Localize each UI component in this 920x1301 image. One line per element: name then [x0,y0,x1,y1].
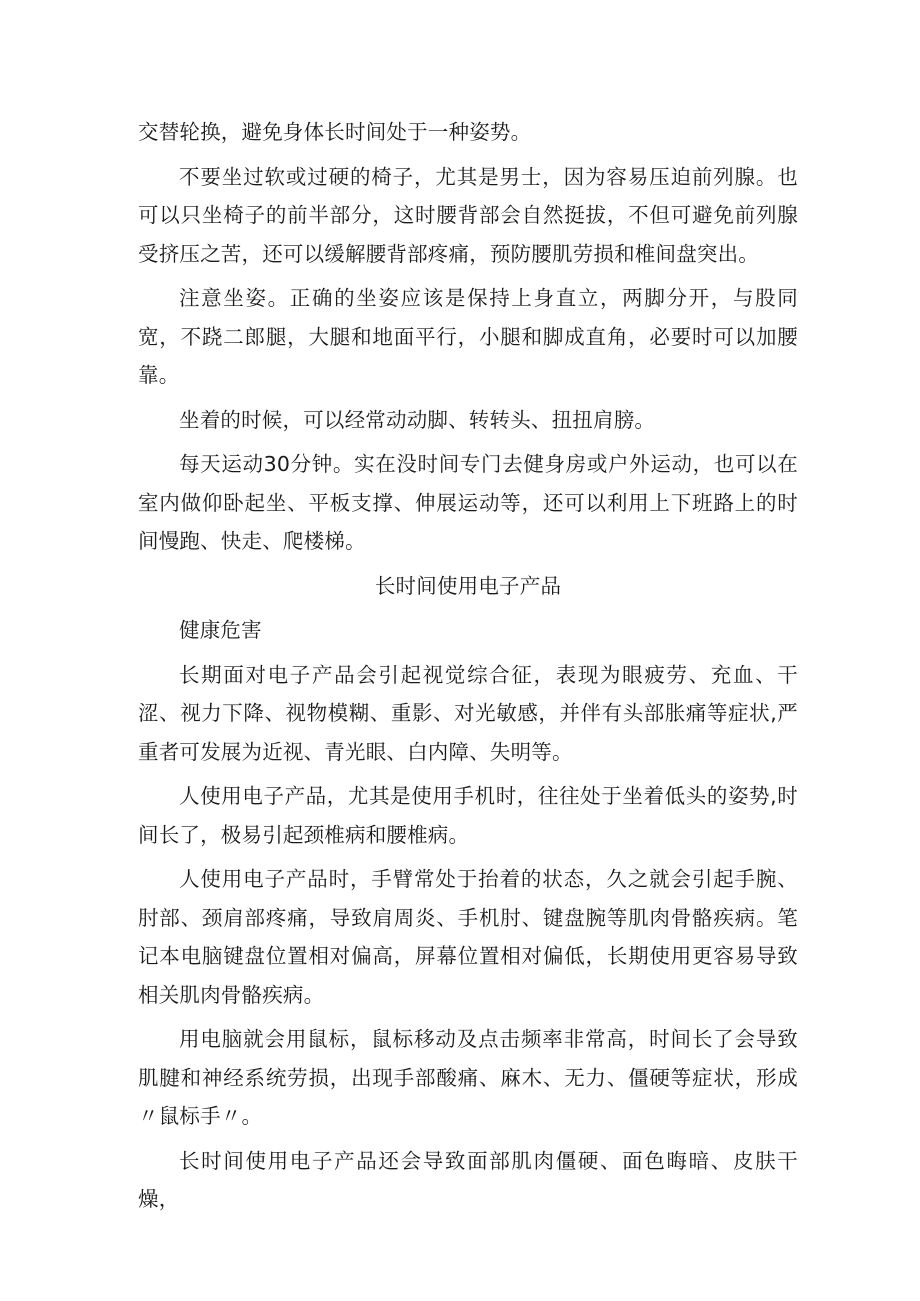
paragraph-move-while-sitting: 坐着的时候，可以经常动动脚、转转头、扭扭肩膀。 [179,407,656,432]
paragraph-arm-pain: 人使用电子产品时，手臂常处于抬着的状态，久之就会引起手腕、肘部、颈肩部疼痛，导致肩周炎、手机肘、键盘腕等肌肉骨骼疾病。笔记本电脑键盘位置相对偏高，屏幕位置相对偏低，长期使用更容易导致相关肌肉骨骼疾病。 [138,867,798,1007]
document-body [138,113,798,1225]
paragraph-facial-effects: 长时间使用电子产品还会导致面部肌肉僵硬、面色晦暗、皮肤干燥， [138,1148,798,1211]
paragraph-sitting-posture: 注意坐姿。正确的坐姿应该是保持上身直立，两脚分开，与股同宽，不跷二郎腿，大腿和地面平行，小腿和脚成直角，必要时可以加腰靠。 [138,286,798,387]
paragraph-neck-back: 人使用电子产品，尤其是使用手机时，往往处于坐着低头的姿势,时间长了，极易引起颈椎病和腰椎病。 [138,784,798,847]
paragraph-continuation: 交替轮换，避免身体长时间处于一种姿势。 [138,120,532,144]
paragraph-mouse-hand: 用电脑就会用鼠标，鼠标移动及点击频率非常高，时间长了会导致肌腱和神经系统劳损，出现手部酸痛、麻木、无力、僵硬等症状，形成〃鼠标手〃。 [138,1027,798,1128]
paragraph-visual-syndrome: 长期面对电子产品会引起视觉综合征，表现为眼疲劳、充血、干涩、视力下降、视物模糊、重影、对光敏感，并伴有头部胀痛等症状,严重者可发展为近视、青光眼、白内障、失明等。 [138,662,798,764]
paragraph-daily-exercise: 每天运动30分钟。实在没时间专门去健身房或户外运动，也可以在室内做仰卧起坐、平板支撑、伸展运动等，还可以利用上下班路上的时间慢跑、快走、爬楼梯。 [138,452,798,553]
section-subtitle: 健康危害 [179,618,262,642]
paragraph-chair-advice: 不要坐过软或过硬的椅子，尤其是男士，因为容易压迫前列腺。也可以只坐椅子的前半部分，这时腰背部会自然挺拔，不但可避免前列腺受挤压之苦，还可以缓解腰背部疼痛，预防腰肌劳损和椎间盘突出。 [138,164,798,266]
section-title: 长时间使用电子产品 [374,573,562,598]
